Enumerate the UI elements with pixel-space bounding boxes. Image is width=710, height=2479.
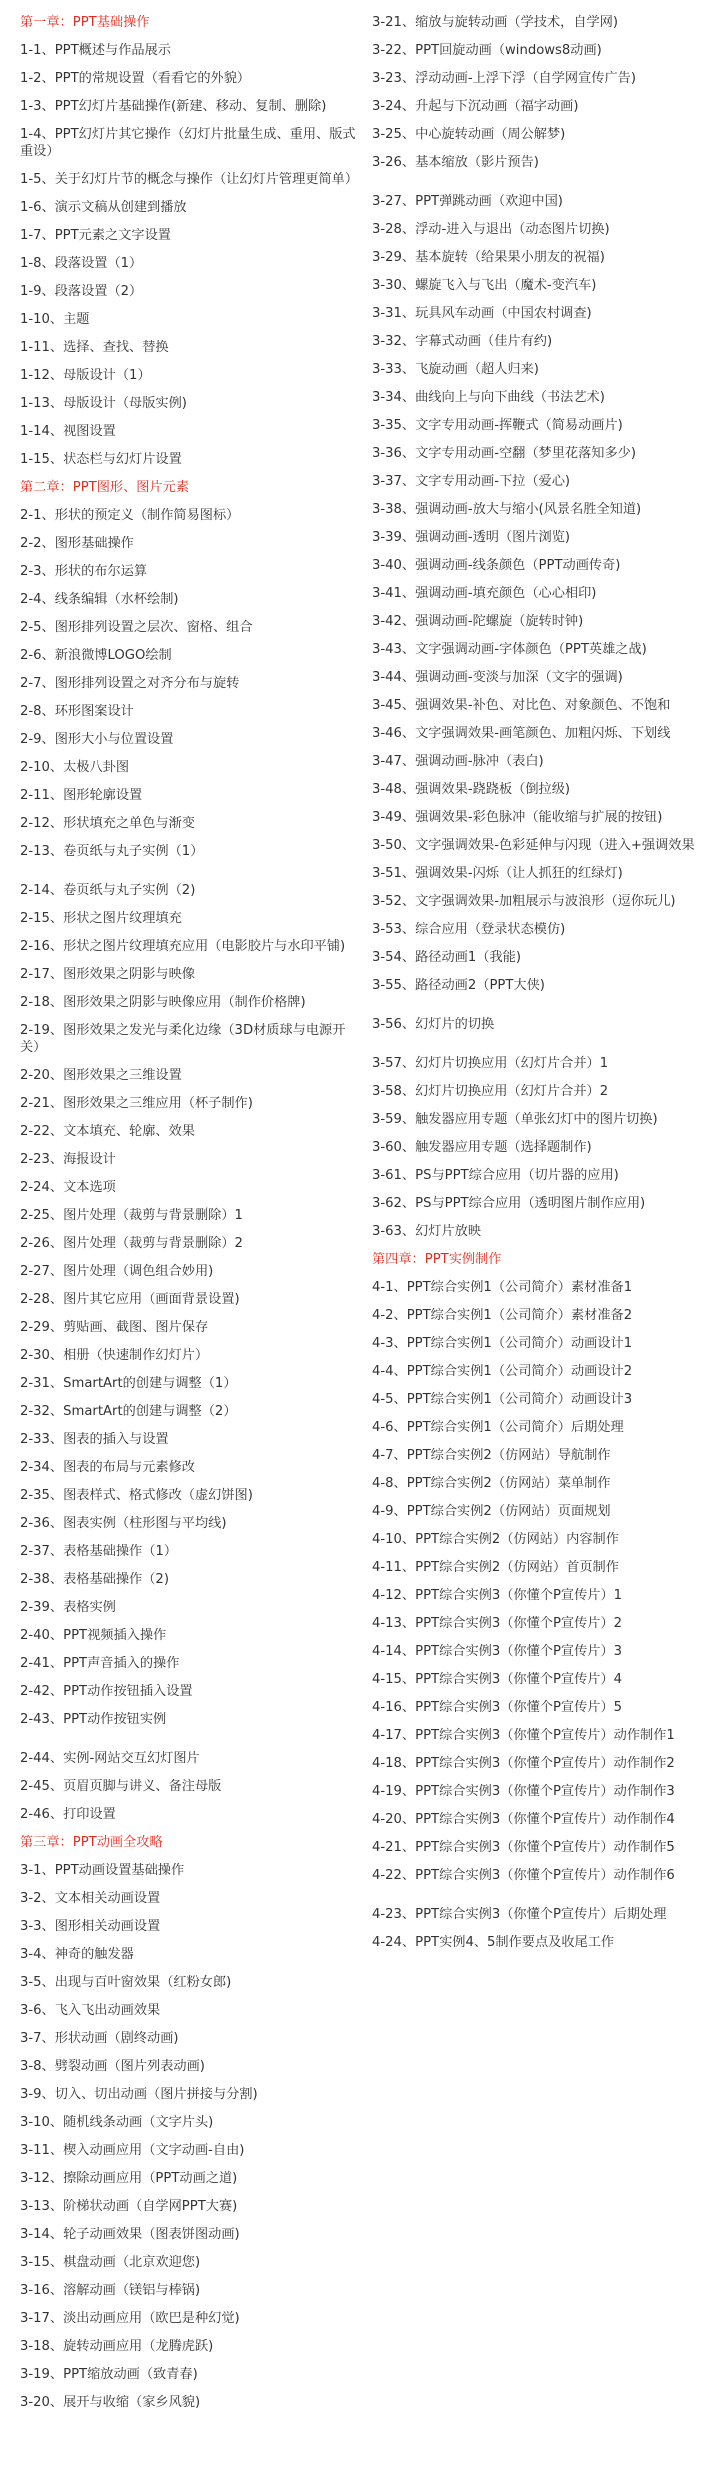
- lesson-item: 3-57、幻灯片切换应用（幻灯片合并）1: [372, 1056, 609, 1071]
- lesson-item: 3-55、路径动画2（PPT大侠): [372, 978, 545, 993]
- lesson-item: 3-34、曲线向上与向下曲线（书法艺术): [372, 390, 605, 405]
- lesson-item: 2-28、图片其它应用（画面背景设置): [20, 1292, 240, 1307]
- lesson-item: 2-27、图片处理（调色组合妙用): [20, 1264, 214, 1279]
- lesson-item: 1-14、视图设置: [20, 424, 116, 439]
- lesson-item: 2-11、图形轮廓设置: [20, 788, 143, 803]
- lesson-item: 2-19、图形效果之发光与柔化边缘（3D材质球与电源开关）: [20, 1023, 346, 1055]
- lesson-item: 4-11、PPT综合实例2（仿网站）首页制作: [372, 1560, 619, 1575]
- chapter-heading: 第三章：PPT动画全攻略: [20, 1835, 163, 1850]
- lesson-item: 2-13、卷页纸与丸子实例（1）: [20, 844, 204, 859]
- lesson-item: 1-13、母版设计（母版实例): [20, 396, 187, 411]
- lesson-item: 3-21、缩放与旋转动画（学技术，自学网): [372, 15, 619, 30]
- lesson-item: 3-38、强调动画-放大与缩小(风景名胜全知道): [372, 502, 642, 517]
- lesson-item: 2-14、卷页纸与丸子实例（2): [20, 883, 196, 898]
- lesson-item: 3-4、神奇的触发器: [20, 1947, 134, 1962]
- lesson-item: 2-35、图表样式、格式修改（虚幻饼图): [20, 1488, 253, 1503]
- lesson-item: 2-26、图片处理（裁剪与背景删除）2: [20, 1236, 243, 1251]
- lesson-item: 2-17、图形效果之阴影与映像: [20, 967, 195, 982]
- lesson-item: 3-37、文字专用动画-下拉（爱心): [372, 474, 571, 489]
- lesson-item: 3-63、幻灯片放映: [372, 1224, 482, 1239]
- lesson-item: 4-2、PPT综合实例1（公司简介）素材准备2: [372, 1308, 633, 1323]
- lesson-item: 3-43、文字强调动画-字体颜色（PPT英雄之战): [372, 642, 647, 657]
- lesson-item: 4-18、PPT综合实例3（你懂个P宣传片）动作制作2: [372, 1756, 675, 1771]
- lesson-item: 4-4、PPT综合实例1（公司简介）动画设计2: [372, 1364, 633, 1379]
- lesson-item: 2-4、线条编辑（水杯绘制): [20, 592, 179, 607]
- lesson-item: 3-54、路径动画1（我能): [372, 950, 521, 965]
- lesson-item: 2-37、表格基础操作（1）: [20, 1544, 178, 1559]
- lesson-item: 3-45、强调效果-补色、对比色、对象颜色、不饱和: [372, 698, 671, 713]
- lesson-item: 3-60、触发器应用专题（选择题制作): [372, 1140, 592, 1155]
- lesson-item: 2-25、图片处理（裁剪与背景删除）1: [20, 1208, 243, 1223]
- lesson-item: 3-16、溶解动画（镁铝与棒锅): [20, 2283, 201, 2298]
- lesson-item: 3-22、PPT回旋动画（windows8动画): [372, 43, 602, 58]
- lesson-item: 1-9、段落设置（2）: [20, 284, 143, 299]
- lesson-item: 3-3、图形相关动画设置: [20, 1919, 161, 1934]
- left-column: [20, 14, 360, 2422]
- lesson-item: 1-8、段落设置（1）: [20, 256, 143, 271]
- lesson-item: 4-9、PPT综合实例2（仿网站）页面规划: [372, 1504, 611, 1519]
- lesson-item: 4-16、PPT综合实例3（你懂个P宣传片）5: [372, 1700, 623, 1715]
- lesson-item: 3-35、文字专用动画-挥鞭式（简易动画片): [372, 418, 623, 433]
- lesson-item: 1-10、主题: [20, 312, 90, 327]
- lesson-item: 3-17、淡出动画应用（欧巴是种幻觉): [20, 2311, 240, 2326]
- lesson-item: 3-40、强调动画-线条颜色（PPT动画传奇): [372, 558, 621, 573]
- lesson-item: 2-10、太极八卦图: [20, 760, 130, 775]
- lesson-item: 2-33、图表的插入与设置: [20, 1432, 169, 1447]
- lesson-item: 4-14、PPT综合实例3（你懂个P宣传片）3: [372, 1644, 623, 1659]
- lesson-item: 3-39、强调动画-透明（图片浏览): [372, 530, 571, 545]
- lesson-item: 3-32、字幕式动画（佳片有约): [372, 334, 553, 349]
- lesson-item: 3-18、旋转动画应用（龙腾虎跃): [20, 2339, 214, 2354]
- lesson-item: 3-20、展开与收缩（家乡风貌): [20, 2395, 201, 2410]
- lesson-item: 2-43、PPT动作按钮实例: [20, 1712, 167, 1727]
- lesson-item: 3-61、PS与PPT综合应用（切片器的应用): [372, 1168, 619, 1183]
- lesson-item: 2-9、图形大小与位置设置: [20, 732, 174, 747]
- lesson-item: 3-44、强调动画-变淡与加深（文字的强调): [372, 670, 623, 685]
- lesson-item: 3-2、文本相关动画设置: [20, 1891, 161, 1906]
- chapter-heading: 第一章：PPT基础操作: [20, 15, 150, 30]
- lesson-item: 3-28、浮动-进入与退出（动态图片切换): [372, 222, 610, 237]
- lesson-item: 4-1、PPT综合实例1（公司简介）素材准备1: [372, 1280, 633, 1295]
- lesson-item: 2-23、海报设计: [20, 1152, 116, 1167]
- lesson-item: 3-14、轮子动画效果（图表饼图动画): [20, 2227, 240, 2242]
- lesson-item: 4-5、PPT综合实例1（公司简介）动画设计3: [372, 1392, 633, 1407]
- lesson-item: 1-4、PPT幻灯片其它操作（幻灯片批量生成、重用、版式重设）: [20, 127, 356, 159]
- lesson-item: 2-41、PPT声音插入的操作: [20, 1656, 180, 1671]
- lesson-item: 4-21、PPT综合实例3（你懂个P宣传片）动作制作5: [372, 1840, 675, 1855]
- lesson-item: 2-2、图形基础操作: [20, 536, 134, 551]
- lesson-item: 2-18、图形效果之阴影与映像应用（制作价格牌): [20, 995, 306, 1010]
- lesson-item: 3-13、阶梯状动画（自学网PPT大赛): [20, 2199, 238, 2214]
- lesson-item: 3-41、强调动画-填充颜色（心心相印): [372, 586, 597, 601]
- lesson-item: 3-49、强调效果-彩色脉冲（能收缩与扩展的按钮): [372, 810, 663, 825]
- lesson-item: 4-20、PPT综合实例3（你懂个P宣传片）动作制作4: [372, 1812, 675, 1827]
- lesson-item: 3-30、螺旋飞入与飞出（魔术-变汽车): [372, 278, 597, 293]
- lesson-item: 3-48、强调效果-跷跷板（倒拉级): [372, 782, 571, 797]
- lesson-item: 1-1、PPT概述与作品展示: [20, 43, 171, 58]
- lesson-item: 2-1、形状的预定义（制作简易图标）: [20, 508, 240, 523]
- lesson-item: 4-23、PPT综合实例3（你懂个P宣传片）后期处理: [372, 1907, 667, 1922]
- lesson-item: 2-45、页眉页脚与讲义、备注母版: [20, 1779, 222, 1794]
- lesson-item: 1-3、PPT幻灯片基础操作(新建、移动、复制、删除): [20, 99, 327, 114]
- lesson-item: 4-12、PPT综合实例3（你懂个P宣传片）1: [372, 1588, 623, 1603]
- lesson-item: 3-58、幻灯片切换应用（幻灯片合并）2: [372, 1084, 609, 1099]
- lesson-item: 3-51、强调效果-闪烁（让人抓狂的红绿灯): [372, 866, 623, 881]
- lesson-item: 2-8、环形图案设计: [20, 704, 134, 719]
- lesson-item: 2-3、形状的布尔运算: [20, 564, 148, 579]
- lesson-item: 2-42、PPT动作按钮插入设置: [20, 1684, 193, 1699]
- lesson-item: 1-5、关于幻灯片节的概念与操作（让幻灯片管理更简单）: [20, 172, 359, 187]
- lesson-item: 4-3、PPT综合实例1（公司简介）动画设计1: [372, 1336, 633, 1351]
- lesson-item: 3-33、飞旋动画（超人归来): [372, 362, 539, 377]
- lesson-item: 3-24、升起与下沉动画（福字动画): [372, 99, 579, 114]
- lesson-item: 1-12、母版设计（1）: [20, 368, 151, 383]
- lesson-item: 4-15、PPT综合实例3（你懂个P宣传片）4: [372, 1672, 623, 1687]
- lesson-item: 3-53、综合应用（登录状态模仿): [372, 922, 566, 937]
- lesson-item: 2-40、PPT视频插入操作: [20, 1628, 167, 1643]
- lesson-item: 3-42、强调动画-陀螺旋（旋转时钟): [372, 614, 584, 629]
- lesson-item: 3-25、中心旋转动画（周公解梦): [372, 127, 566, 142]
- lesson-item: 3-26、基本缩放（影片预告): [372, 155, 539, 170]
- lesson-item: 2-44、实例-网站交互幻灯图片: [20, 1751, 200, 1766]
- lesson-item: 3-29、基本旋转（给果果小朋友的祝福): [372, 250, 605, 265]
- lesson-item: 3-8、劈裂动画（图片列表动画): [20, 2059, 205, 2074]
- lesson-item: 3-9、切入、切出动画（图片拼接与分割): [20, 2087, 258, 2102]
- chapter-heading: 第二章：PPT图形、图片元素: [20, 480, 190, 495]
- lesson-item: 2-22、文本填充、轮廓、效果: [20, 1124, 195, 1139]
- lesson-item: 3-47、强调动画-脉冲（表白): [372, 754, 544, 769]
- lesson-item: 2-39、表格实例: [20, 1600, 116, 1615]
- lesson-item: 4-22、PPT综合实例3（你懂个P宣传片）动作制作6: [372, 1868, 675, 1883]
- lesson-item: 2-38、表格基础操作（2): [20, 1572, 169, 1587]
- lesson-item: 2-32、SmartArt的创建与调整（2）: [20, 1404, 237, 1419]
- lesson-item: 3-27、PPT弹跳动画（欢迎中国): [372, 194, 563, 209]
- lesson-item: 2-20、图形效果之三维设置: [20, 1068, 182, 1083]
- lesson-item: 3-62、PS与PPT综合应用（透明图片制作应用): [372, 1196, 646, 1211]
- lesson-item: 1-11、选择、查找、替换: [20, 340, 169, 355]
- lesson-item: 2-36、图表实例（柱形图与平均线): [20, 1516, 227, 1531]
- lesson-item: 3-11、楔入动画应用（文字动画-自由): [20, 2143, 245, 2158]
- lesson-item: 3-59、触发器应用专题（单张幻灯中的图片切换): [372, 1112, 658, 1127]
- lesson-item: 2-15、形状之图片纹理填充: [20, 911, 182, 926]
- lesson-item: 2-12、形状填充之单色与渐变: [20, 816, 195, 831]
- lesson-item: 1-6、演示文稿从创建到播放: [20, 200, 187, 215]
- lesson-item: 4-24、PPT实例4、5制作要点及收尾工作: [372, 1935, 615, 1950]
- lesson-item: 3-46、文字强调效果-画笔颜色、加粗闪烁、下划线: [372, 726, 671, 741]
- lesson-item: 2-21、图形效果之三维应用（杯子制作): [20, 1096, 253, 1111]
- lesson-item: 2-7、图形排列设置之对齐分布与旋转: [20, 676, 240, 691]
- lesson-item: 1-7、PPT元素之文字设置: [20, 228, 171, 243]
- right-column: [372, 14, 704, 1962]
- lesson-item: 3-5、出现与百叶窗效果（红粉女郎): [20, 1975, 232, 1990]
- lesson-item: 4-8、PPT综合实例2（仿网站）菜单制作: [372, 1476, 611, 1491]
- lesson-item: 2-31、SmartArt的创建与调整（1）: [20, 1376, 237, 1391]
- lesson-item: 3-12、擦除动画应用（PPT动画之道): [20, 2171, 238, 2186]
- lesson-item: 4-13、PPT综合实例3（你懂个P宣传片）2: [372, 1616, 623, 1631]
- lesson-item: 1-2、PPT的常规设置（看看它的外貌）: [20, 71, 251, 86]
- lesson-item: 3-15、棋盘动画（北京欢迎您): [20, 2255, 201, 2270]
- lesson-item: 3-50、文字强调效果-色彩延伸与闪现（进入+强调效果: [372, 838, 695, 853]
- lesson-item: 4-6、PPT综合实例1（公司简介）后期处理: [372, 1420, 624, 1435]
- lesson-item: 2-5、图形排列设置之层次、窗格、组合: [20, 620, 253, 635]
- lesson-item: 3-52、文字强调效果-加粗展示与波浪形（逗你玩儿): [372, 894, 676, 909]
- lesson-item: 2-30、相册（快速制作幻灯片）: [20, 1348, 209, 1363]
- lesson-item: 3-6、飞入飞出动画效果: [20, 2003, 161, 2018]
- lesson-item: 4-19、PPT综合实例3（你懂个P宣传片）动作制作3: [372, 1784, 675, 1799]
- lesson-item: 2-29、剪贴画、截图、图片保存: [20, 1320, 209, 1335]
- lesson-item: 3-1、PPT动画设置基础操作: [20, 1863, 185, 1878]
- lesson-item: 2-24、文本选项: [20, 1180, 116, 1195]
- lesson-item: 4-10、PPT综合实例2（仿网站）内容制作: [372, 1532, 619, 1547]
- lesson-item: 3-31、玩具风车动画（中国农村调查): [372, 306, 592, 321]
- lesson-item: 4-7、PPT综合实例2（仿网站）导航制作: [372, 1448, 611, 1463]
- lesson-item: 3-36、文字专用动画-空翻（梦里花落知多少): [372, 446, 637, 461]
- lesson-item: 3-56、幻灯片的切换: [372, 1017, 495, 1032]
- lesson-item: 3-23、浮动动画-上浮下浮（自学网宣传广告): [372, 71, 637, 86]
- lesson-item: 2-16、形状之图片纹理填充应用（电影胶片与水印平铺): [20, 939, 346, 954]
- lesson-item: 3-7、形状动画（剧终动画): [20, 2031, 179, 2046]
- lesson-item: 2-46、打印设置: [20, 1807, 116, 1822]
- lesson-item: 4-17、PPT综合实例3（你懂个P宣传片）动作制作1: [372, 1728, 675, 1743]
- chapter-heading: 第四章：PPT实例制作: [372, 1252, 502, 1267]
- lesson-item: 1-15、状态栏与幻灯片设置: [20, 452, 182, 467]
- lesson-item: 3-19、PPT缩放动画（致青春): [20, 2367, 198, 2382]
- lesson-item: 2-6、新浪微博LOGO绘制: [20, 648, 172, 663]
- lesson-item: 2-34、图表的布局与元素修改: [20, 1460, 195, 1475]
- lesson-item: 3-10、随机线条动画（文字片头): [20, 2115, 214, 2130]
